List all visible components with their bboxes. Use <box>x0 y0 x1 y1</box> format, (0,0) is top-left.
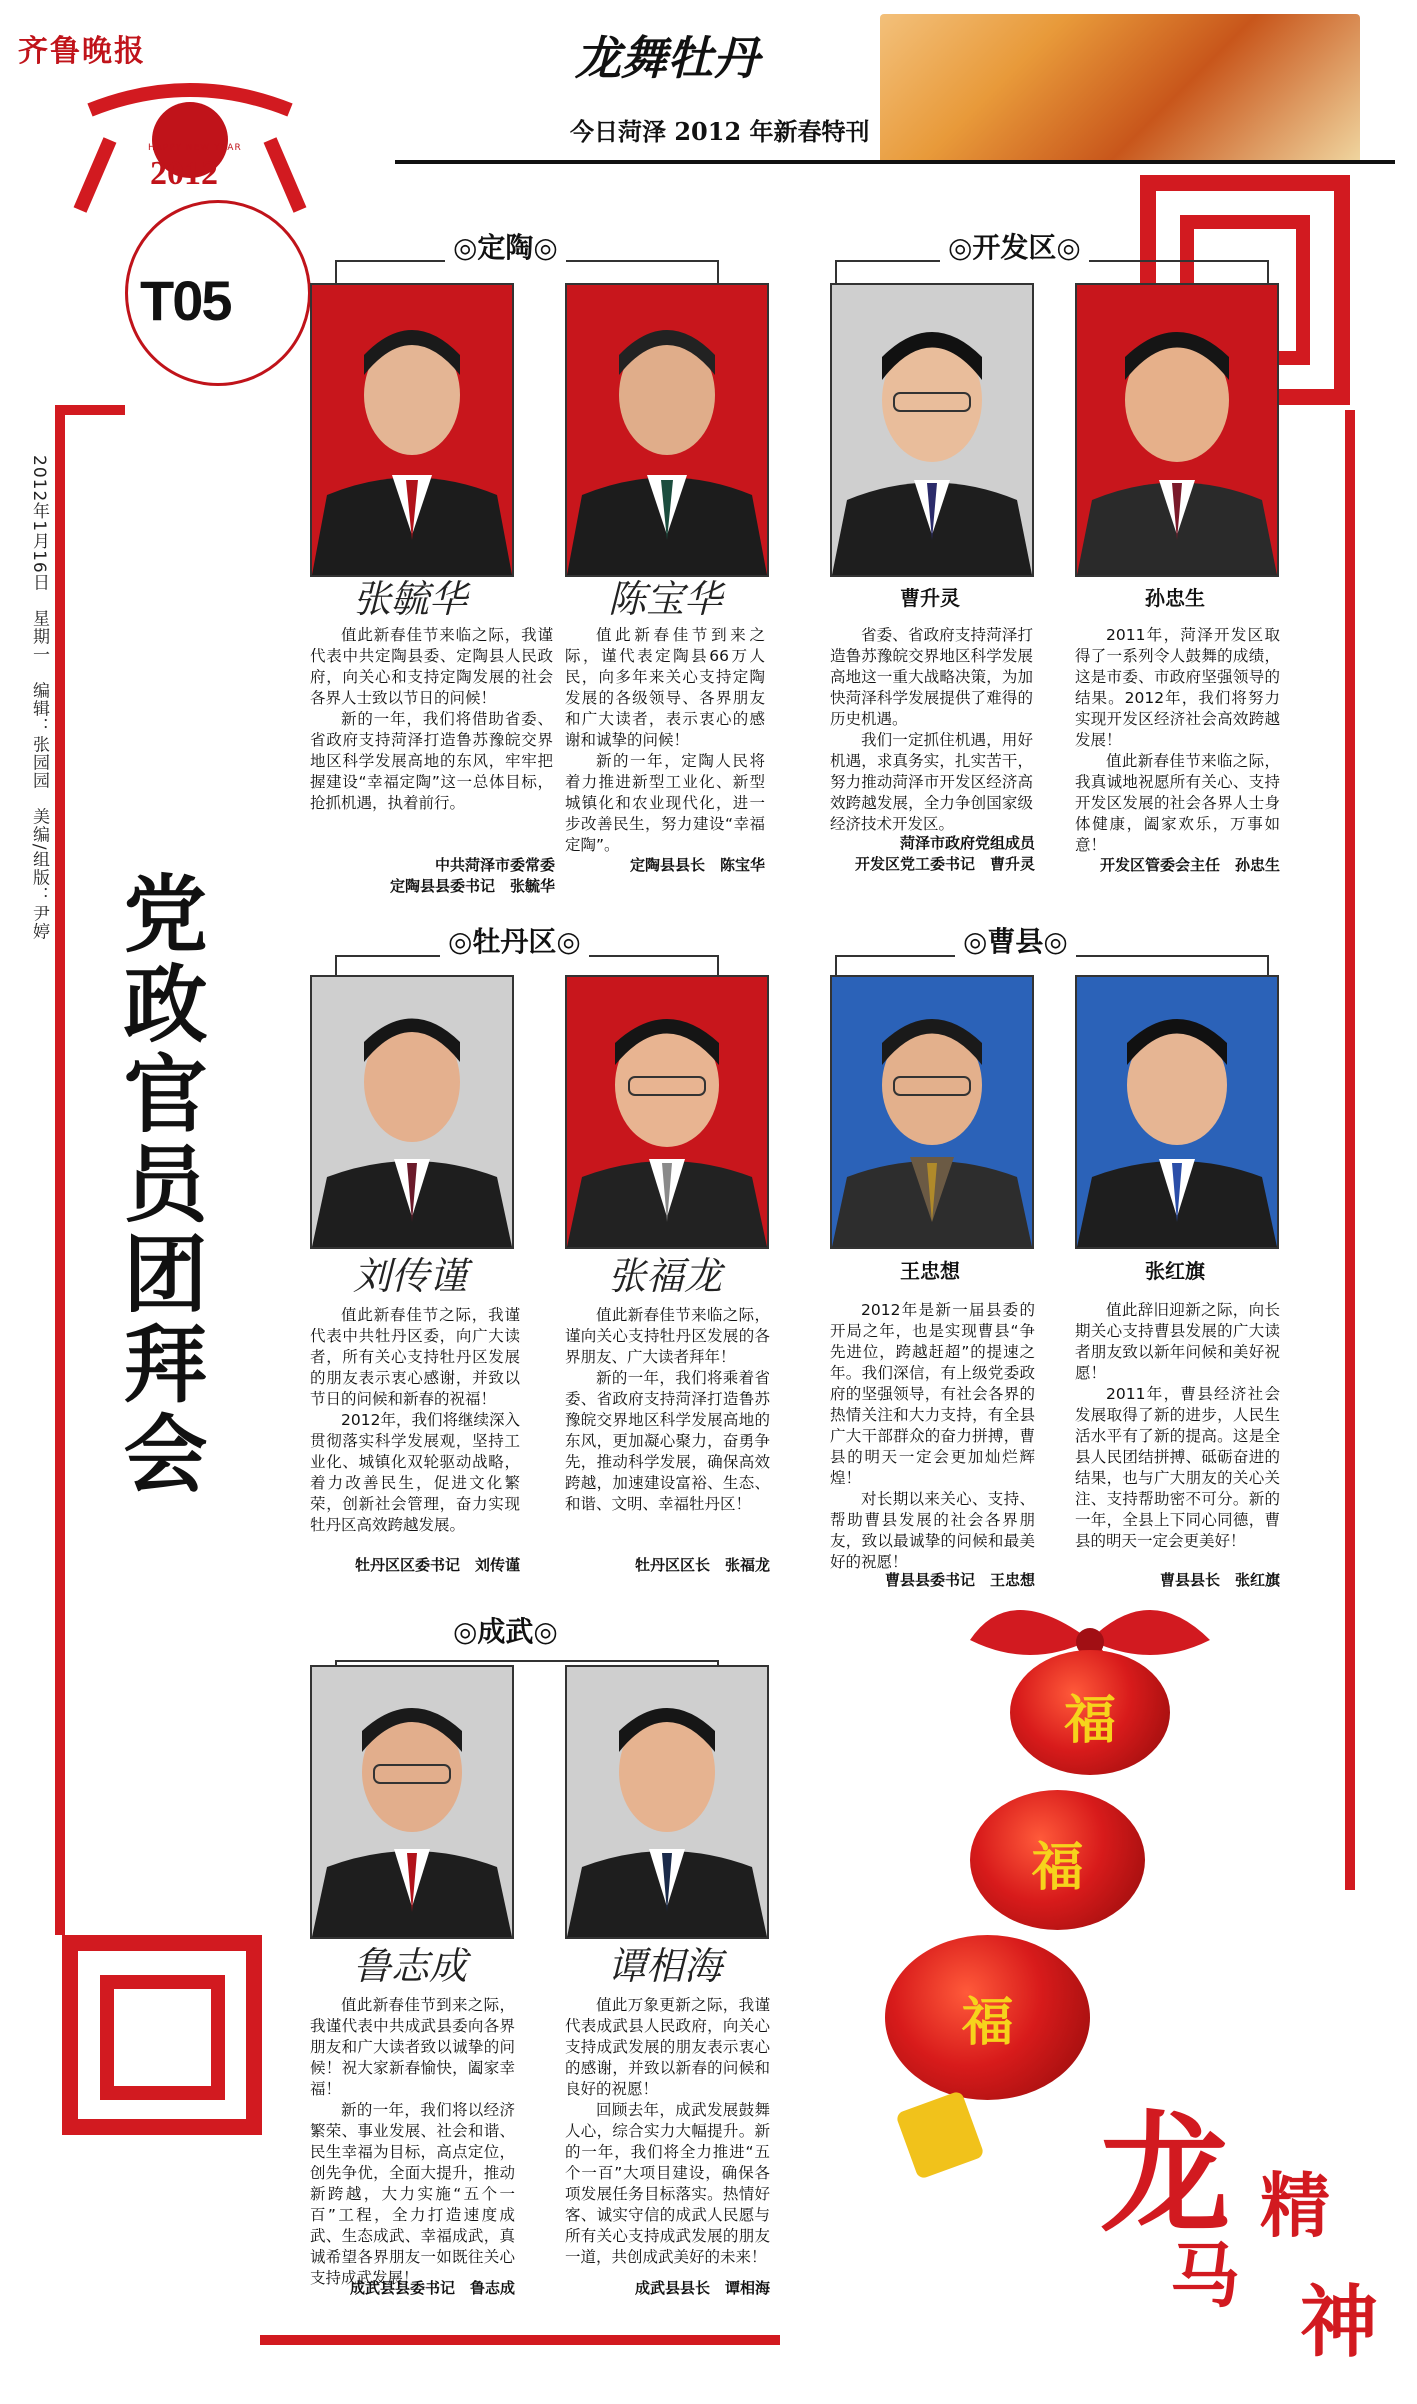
official-name: 曹升灵 <box>900 586 960 610</box>
spirit-char-dragon: 龙 <box>1100 2097 1231 2250</box>
new-year-badge: 2012 <box>150 155 218 192</box>
paragraph: 2012年是新一届县委的开局之年，也是实现曹县“争先进位，跨越赶超”的提速之年。我们深信，有上级党委政府的坚强领导，有社会各界的热情关注和大力支持，有全县广大干部群众的奋力拼搏，曹县的明天一定会更加灿烂辉煌！ <box>830 1301 1035 1487</box>
dragon-banner-image <box>880 14 1360 164</box>
paragraph: 回顾去年，成武发展鼓舞人心，综合实力大幅提升。新的一年，我们将全力推进“五个一百”大项目建设，确保各项发展任务目标落实。热情好客、诚实守信的成武人民愿与所有关心支持成武发展的朋友一道，共创成武美好的未来！ <box>565 2101 770 2266</box>
newspaper-brand: 齐鲁晚报 <box>18 34 146 69</box>
paragraph: 新的一年，我们将乘着省委、省政府支持菏泽打造鲁苏豫皖交界地区科学发展高地的东风，更加凝心聚力，奋勇争先，推动科学发展，确保高效跨越，加速建设富裕、生态、和谐、文明、幸福牡丹区！ <box>565 1369 770 1513</box>
frame-right <box>1345 410 1355 1890</box>
frame-left <box>55 405 65 1935</box>
greeting-text <box>310 625 553 814</box>
paragraph: 值此新春佳节来临之际，谨向关心支持牡丹区发展的各界朋友、广大读者拜年！ <box>565 1306 770 1366</box>
official-photo <box>1075 975 1279 1249</box>
corner-knot-bottom-inner <box>100 1975 225 2100</box>
greeting-text <box>565 1995 770 2268</box>
paragraph: 2011年，曹县经济社会发展取得了新的进步，人民生活水平有了新的提高。这是全县人民团结拼搏、砥砺奋进的结果，也与广大朋友的关心关注、支持帮助密不可分。新的一年，全县上下同心同德，曹县的明天一定会更美好！ <box>1075 1385 1280 1550</box>
signature-title: 菏泽市政府党组成员 <box>899 834 1035 852</box>
signature-line: 定陶县县长 陈宝华 <box>629 856 765 874</box>
official-photo <box>1075 283 1279 577</box>
official-photo <box>310 975 514 1249</box>
paragraph: 对长期以来关心、支持、帮助曹县发展的社会各界朋友，致以最诚挚的问候和最美好的祝愿！ <box>830 1490 1035 1571</box>
greeting-text <box>565 1305 770 1515</box>
lantern-char: 福 <box>1063 1691 1116 1751</box>
signature: 刘传谨 <box>352 1254 467 1298</box>
signature-line <box>300 855 555 897</box>
paragraph: 值此新春佳节到来之际，我谨代表中共成武县委向各界朋友和广大读者致以诚挚的问候！祝大家新春愉快，阖家幸福！ <box>310 1996 515 2098</box>
official-photo <box>565 1665 769 1939</box>
signature-title: 开发区党工委书记 曹升灵 <box>854 855 1035 873</box>
greeting-text <box>830 625 1033 835</box>
issue-info: 2012年1月16日 星期一 编辑：张园园 美编/组版：尹婷 <box>29 455 49 941</box>
signature: 鲁志成 <box>352 1944 467 1988</box>
spirit-char-jing: 精 <box>1260 2164 1330 2247</box>
spirit-char-shen: 神 <box>1300 2277 1379 2368</box>
official-photo <box>565 975 769 1249</box>
greeting-text <box>1075 625 1280 856</box>
paragraph: 值此新春佳节到来之际，谨代表定陶县66万人民，向多年来关心支持定陶发展的各级领导、各界朋友和广大读者，表示衷心的感谢和诚挚的问候！ <box>565 626 765 749</box>
signature: 张福龙 <box>607 1254 722 1298</box>
spirit-char-horse: 马 <box>1170 2234 1240 2317</box>
signature-line: 曹县县长 张红旗 <box>1159 1571 1280 1589</box>
paragraph: 新的一年，我们将借助省委、省政府支持菏泽打造鲁苏豫皖交界地区科学发展高地的东风，牢牢把握建设“幸福定陶”这一总体目标，抢抓机遇，执着前行。 <box>310 710 553 812</box>
tassel-icon <box>895 2090 985 2180</box>
signature-line <box>820 833 1035 875</box>
paragraph: 我们一定抓住机遇，用好机遇，求真务实，扎实苦干，努力推动菏泽市开发区经济高效跨越发展，全力争创国家级经济技术开发区。 <box>830 731 1033 833</box>
signature-title: 中共菏泽市委常委 <box>434 856 555 874</box>
page-number: T05 <box>140 269 231 332</box>
official-photo <box>310 1665 514 1939</box>
signature-line: 成武县县长 谭相海 <box>634 2279 770 2297</box>
signature-line: 牡丹区区长 张福龙 <box>634 1556 770 1574</box>
signature-title: 定陶县县委书记 张毓华 <box>389 877 555 895</box>
official-photo <box>310 283 514 577</box>
frame-top-left <box>55 405 125 415</box>
signature: 陈宝华 <box>607 577 722 621</box>
paragraph: 值此新春佳节来临之际，我真诚地祝愿所有关心、支持开发区发展的社会各界人士身体健康，阖家欢乐，万事如意！ <box>1075 752 1280 854</box>
section-title-dingtao: ◎定陶◎ <box>445 226 566 266</box>
feature-title: 党政官员团拜会 <box>110 870 208 1500</box>
official-name: 孙忠生 <box>1145 586 1205 610</box>
greeting-text <box>830 1300 1035 1573</box>
paragraph: 值此新春佳节来临之际，我谨代表中共定陶县委、定陶县人民政府，向关心和支持定陶发展的社会各界人士致以节日的问候！ <box>310 626 553 707</box>
paragraph: 值此新春佳节之际，我谨代表中共牡丹区委，向广大读者，所有关心支持牡丹区发展的朋友表示衷心感谢，并致以节日的问候和新春的祝福！ <box>310 1306 520 1408</box>
signature: 谭相海 <box>607 1944 722 1988</box>
official-name: 张红旗 <box>1145 1259 1205 1283</box>
signature-line: 成武县县委书记 鲁志成 <box>349 2279 515 2297</box>
official-photo <box>830 975 1034 1249</box>
signature-line: 牡丹区区委书记 刘传谨 <box>354 1556 520 1574</box>
new-year-banner: HAPPY NEW YEAR <box>148 143 242 153</box>
lantern-char: 福 <box>961 1993 1014 2053</box>
official-photo <box>830 283 1034 577</box>
paragraph: 2012年，我们将继续深入贯彻落实科学发展观，坚持工业化、城镇化双轮驱动战略，着力改善民生，促进文化繁荣，创新社会管理，奋力实现牡丹区高效跨越发展。 <box>310 1411 520 1534</box>
greeting-text <box>310 1305 520 1536</box>
greeting-text <box>310 1995 515 2289</box>
paragraph: 新的一年，定陶人民将着力推进新型工业化、新型城镇化和农业现代化，进一步改善民生，努力建设“幸福定陶”。 <box>565 752 765 854</box>
paragraph: 新的一年，我们将以经济繁荣、事业发展、社会和谐、民生幸福为目标，高点定位，创先争优，全面大提升，推动新跨越，大力实施“五个一百”工程，全力打造速度成武、生态成武、幸福成武，真诚希望各界朋友一如既往关心支持成武发展！ <box>310 2101 515 2287</box>
frame-bottom <box>260 2335 780 2345</box>
paragraph: 值此辞旧迎新之际，向长期关心支持曹县发展的广大读者朋友致以新年问候和美好祝愿！ <box>1075 1301 1280 1382</box>
lantern-char: 福 <box>1031 1838 1084 1898</box>
section-title-kaifaqu: ◎开发区◎ <box>940 226 1089 266</box>
header-calligraphy: 龙舞牡丹 <box>575 31 759 85</box>
paragraph: 值此万象更新之际，我谨代表成武县人民政府，向关心支持成武发展的朋友表示衷心的感谢，并致以新春的问候和良好的祝愿！ <box>565 1996 770 2098</box>
official-name: 王忠想 <box>900 1259 960 1283</box>
signature-line: 曹县县委书记 王忠想 <box>884 1571 1035 1589</box>
official-photo <box>565 283 769 577</box>
header-rule <box>395 160 1395 164</box>
signature: 张毓华 <box>352 577 467 621</box>
section-title-caoxian: ◎曹县◎ <box>955 920 1076 960</box>
section-title-chengwu: ◎成武◎ <box>445 1610 566 1650</box>
section-title-mudanqu: ◎牡丹区◎ <box>440 920 589 960</box>
paragraph: 2011年，菏泽开发区取得了一系列令人鼓舞的成绩，这是市委、市政府坚强领导的结果。2012年，我们将努力实现开发区经济社会高效跨越发展！ <box>1075 626 1280 749</box>
paragraph: 省委、省政府支持菏泽打造鲁苏豫皖交界地区科学发展高地这一重大战略决策，为加快菏泽科学发展提供了难得的历史机遇。 <box>830 626 1033 728</box>
header-subtitle: 今日菏泽 2012 年新春特刊 <box>570 117 870 146</box>
greeting-text <box>1075 1300 1280 1552</box>
greeting-text <box>565 625 765 856</box>
signature-line: 开发区管委会主任 孙忠生 <box>1099 856 1280 874</box>
